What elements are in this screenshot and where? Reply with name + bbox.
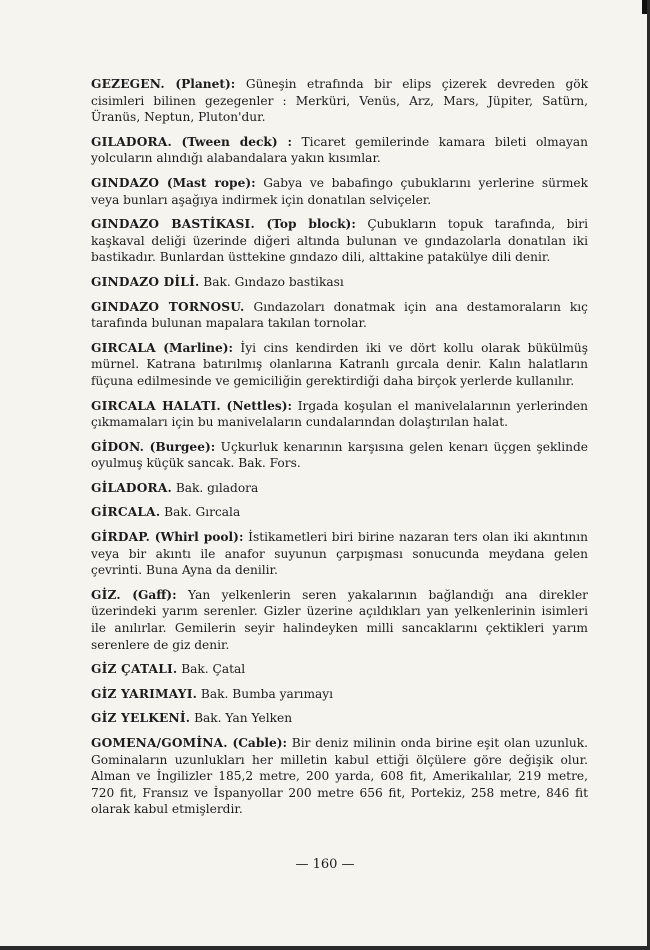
entry-english-equivalent: (Cable):: [232, 736, 288, 750]
entry-definition: Bak. Gırcala: [164, 505, 241, 520]
dictionary-entry: [91, 504, 588, 521]
entry-definition: Güneşin etrafında bir elips çizerek devreden gök cisimleri bilinen gezegenler : Merküri, Venüs, Arz, Mars, Jüpiter, Satürn, Üranüs, Neptun, Pluton'dur.: [91, 77, 588, 125]
entry-term: GEZEGEN.: [91, 77, 165, 91]
dictionary-entry: [91, 398, 588, 431]
entry-definition: Bak. Yan Yelken: [194, 711, 293, 726]
dictionary-entry: [91, 529, 588, 579]
entry-definition: Çubukların topuk tarafında, biri kaşkaval deliği üzerinde diğeri altında bulunan ve gındazolarla donatılan iki bastikadır. Bunlardan üsttekine gındazo dili, alttakine patakülye dili denir.: [91, 217, 589, 265]
entry-english-equivalent: (Burgee):: [149, 439, 216, 454]
dictionary-entry: [91, 175, 588, 208]
entry-term: GINDAZO BASTİKASI.: [91, 217, 255, 232]
entry-english-equivalent: (Marline):: [163, 340, 233, 355]
entry-english-equivalent: (Top block):: [266, 217, 356, 232]
entry-term: GOMENA/GOMİNA.: [91, 736, 228, 750]
entry-term: GİZ YARIMAYI.: [91, 686, 198, 701]
dictionary-entry: [91, 134, 588, 167]
entry-english-equivalent: (Tween deck) :: [181, 134, 292, 149]
entry-definition: Gındazoları donatmak için ana destamoraların kıç tarafında bulunan mapalara takılan tornolar.: [91, 299, 589, 331]
entry-definition: İstikametleri biri birine nazaran ters olan iki akıntının veya bir akıntı ile anafor suyunun çarpışması sonucunda meydana gelen çevrinti. Buna Ayna da denilir.: [91, 530, 588, 578]
page-number: — 160 —: [295, 857, 355, 872]
dictionary-entry: [91, 587, 588, 653]
entry-term: GINDAZO TORNOSU.: [91, 299, 245, 314]
entry-term: GİZ.: [91, 587, 121, 602]
entry-definition: Bak. gıladora: [175, 480, 259, 495]
entry-english-equivalent: (Nettles):: [226, 398, 292, 413]
entry-definition: Irgada koşulan el manivelalarının yerlerinden çıkmamaları için bu manivelaların cundalarından dolaştırılan halat.: [91, 398, 588, 430]
entry-term: GİZ ÇATALI.: [91, 662, 178, 677]
scan-edge-bottom: [0, 946, 650, 950]
entry-term: GİDON.: [91, 439, 145, 454]
entry-definition: Ticaret gemilerinde kamara bileti olmayan yolcuların alındığı alabandalara yakın kısımlar.: [91, 134, 589, 166]
entry-term: GIRCALA HALATI.: [91, 398, 221, 413]
entry-term: GİRDAP.: [91, 530, 151, 545]
entry-english-equivalent: (Mast rope):: [166, 175, 256, 190]
entry-term: GINDAZO: [91, 175, 160, 190]
dictionary-entry: [91, 735, 588, 818]
dictionary-page: [91, 76, 588, 826]
entry-definition: Yan yelkenlerin seren yakalarının bağlandığı ana direkler üzerindeki yarım serenler. Gizler üzerine açıldıkları yan yelkenlerinin isimleri ile anılırlar. Gemilerin seyir halindeyken milli sancaklarını çektikleri yarım serenlere de giz denir.: [91, 587, 588, 652]
dictionary-entry: [91, 661, 588, 678]
dictionary-entry: [91, 274, 588, 291]
dictionary-entry: [91, 480, 588, 497]
entry-definition: Bak. Çatal: [181, 662, 246, 677]
dictionary-entry: [91, 439, 588, 472]
entry-definition: Bir deniz milinin onda birine eşit olan uzunluk. Gominaların uzunlukları her milletin kabul ettiği ölçülere göre değişik olur. Alman ve İngilizler 185,2 metre, 200 yarda, 608 fit, Amerikalılar, 219 metre, 720 fit, Fransız ve İspanyollar 200 metre 656 fit, Portekiz, 258 metre, 846 fit olarak kabul etmişlerdir.: [91, 736, 589, 817]
entry-definition: Bak. Gındazo bastikası: [203, 274, 344, 289]
entry-definition: Bak. Bumba yarımayı: [200, 686, 334, 701]
dictionary-entry: [91, 710, 588, 727]
entry-term: GIRCALA: [91, 340, 156, 355]
dictionary-entry: [91, 76, 588, 126]
entry-term: GİZ YELKENİ.: [91, 711, 191, 726]
entry-term: GILADORA.: [91, 134, 172, 149]
entry-english-equivalent: (Gaff):: [132, 587, 177, 602]
dictionary-entry: [91, 340, 588, 390]
entry-term: GİLADORA.: [91, 480, 172, 495]
entry-english-equivalent: (Planet):: [175, 77, 236, 91]
entry-definition: İyi cins kendirden iki ve dört kollu olarak bükülmüş mürnel. Katrana batırılmış olanlarına Katranlı gırcala denir. Kalın halatların füçuna edilmesinde ve gemiciliğin gerektirdiği daha birçok yerlerde kullanılır.: [91, 340, 589, 388]
entry-term: GINDAZO DİLİ.: [91, 274, 200, 289]
dictionary-entry: [91, 216, 588, 266]
entry-definition: Uçkurluk kenarının karşısına gelen kenarı üçgen şeklinde oyulmuş küçük sancak. Bak. Fors.: [91, 439, 589, 471]
entry-definition: Gabya ve babafingo çubuklarını yerlerine sürmek veya bunları aşağıya indirmek için donatılan selviçeler.: [91, 175, 589, 207]
dictionary-entry: [91, 686, 588, 703]
entry-term: GİRCALA.: [91, 505, 161, 520]
dictionary-entry: [91, 299, 588, 332]
entry-english-equivalent: (Whirl pool):: [154, 530, 244, 545]
